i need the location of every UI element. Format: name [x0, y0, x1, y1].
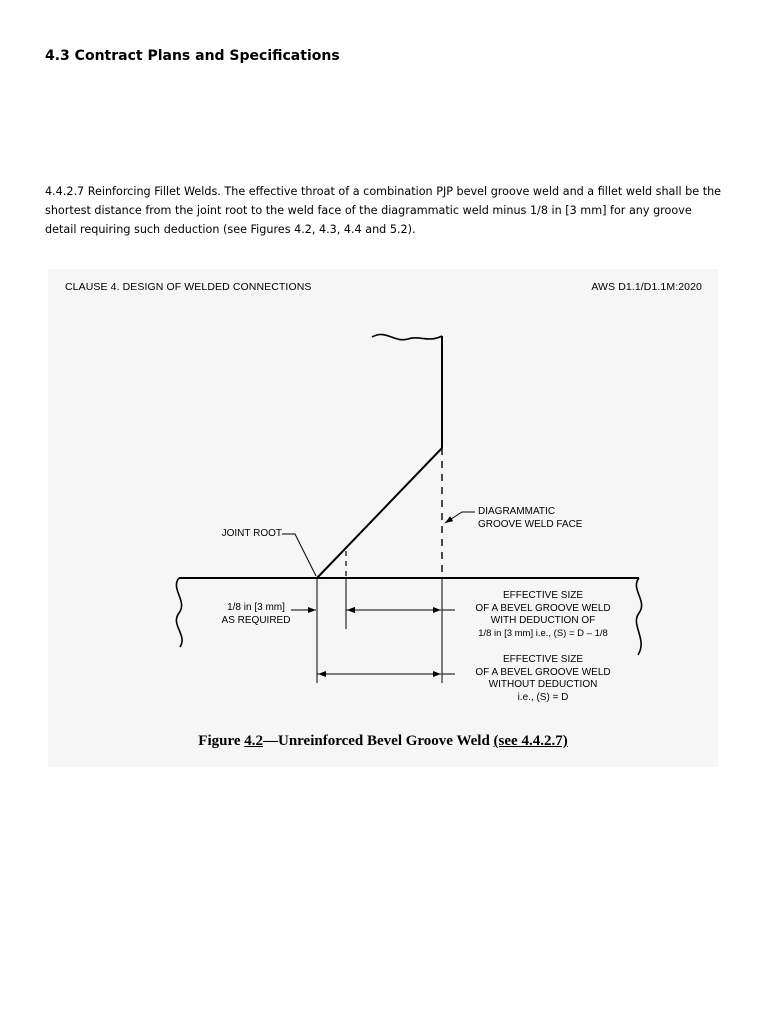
caption-figure-number: 4.2	[244, 733, 263, 749]
diagrammatic-label-line: DIAGRAMMATIC	[478, 506, 556, 517]
as-required-label	[214, 602, 298, 627]
effective-without-line: WITHOUT DEDUCTION	[488, 679, 598, 690]
effective-without-line: i.e., (S) = D	[517, 691, 569, 703]
figure-header-clause: CLAUSE 4. DESIGN OF WELDED CONNECTIONS	[65, 281, 312, 293]
weld-figure	[48, 269, 718, 767]
body-paragraph	[45, 182, 735, 239]
joint-root-leader	[282, 534, 316, 576]
paragraph-line: detail requiring such deduction (see Figures 4.2, 4.3, 4.4 and 5.2).	[45, 223, 416, 236]
effective-size-with-deduction-label	[448, 590, 638, 640]
diagrammatic-label	[478, 506, 582, 531]
as-required-line: AS REQUIRED	[221, 614, 291, 626]
paragraph-line: shortest distance from the joint root to the weld face of the diagrammatic weld minus 1/8 in [3 mm] for any groove	[45, 204, 692, 217]
caption-reference: (see 4.4.2.7)	[493, 733, 568, 749]
effective-without-line: EFFECTIVE SIZE	[502, 654, 583, 665]
as-required-line: 1/8 in [3 mm]	[227, 602, 285, 613]
effective-with-line: OF A BEVEL GROOVE WELD	[475, 602, 611, 614]
diagrammatic-leader	[445, 512, 475, 523]
effective-with-line: EFFECTIVE SIZE	[502, 590, 583, 601]
bevel-line	[317, 448, 442, 578]
break-line-left	[176, 578, 182, 647]
section-heading: 4.3 Contract Plans and Specifications	[45, 48, 340, 64]
caption-title: —Unreinforced Bevel Groove Weld	[263, 733, 494, 749]
caption-prefix: Figure	[198, 733, 245, 749]
effective-size-without-deduction-label	[448, 654, 638, 704]
effective-with-line: WITH DEDUCTION OF	[490, 615, 596, 626]
figure-header-standard: AWS D1.1/D1.1M:2020	[591, 281, 702, 293]
diagrammatic-label-line: GROOVE WELD FACE	[478, 518, 583, 530]
effective-without-line: OF A BEVEL GROOVE WELD	[475, 666, 611, 678]
paragraph-line: 4.4.2.7 Reinforcing Fillet Welds. The effective throat of a combination PJP bevel groove weld and a fillet weld shall be the	[45, 185, 722, 198]
effective-with-line: 1/8 in [3 mm] i.e., (S) = D – 1/8	[478, 627, 608, 639]
joint-root-label: JOINT ROOT	[221, 528, 282, 539]
break-line-top	[372, 334, 442, 339]
figure-caption	[48, 733, 718, 750]
